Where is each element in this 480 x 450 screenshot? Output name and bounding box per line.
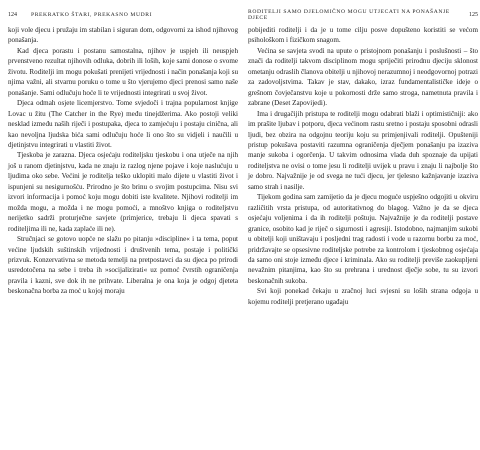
paragraph: Kad djeca porastu i postanu samostalna, njihov je uspjeh ili neuspjeh prvenstveno rezultat njihovih odluka, dobrih ili loših, koje sami donose o svome životu. Roditelji im mogu pokušati prenijeti vrijednosti i način ponašanja koji su njima važni, ali stvarnu poruku o tome u što vjerujemo djeci prenosi samo naše ponašanje. Sami odlučuju hoće li te vrijednosti integrirati u svoj život. — [8, 46, 238, 97]
right-page — [248, 0, 478, 450]
paragraph: Ima i drugačijih pristupa te roditelji mogu odabrati blaži i optimističniji: ako im prašite ljubav i potporu, djeca većinom rastu sretno i postaju sposobni odrasli ljudi, bez obzira na odgojnu teoriju koju su primjenjivali roditelji. Opušteniji pristup pokušava postaviti razumna ograničenja dječjem ponašanju pa izaziva manje sukoba i ogorčenja. U takvim odnosima vlada duh spoznaje da upijati roditeljstva ne ovisi o tome jesu li roditelji uvijek u pravu i znaju li najbolje što je dobro. Najvažnije je od svega ne tući djecu, jer tjelesno kažnjavanje izaziva samo strah i nasilje. — [248, 109, 478, 191]
right-page-body — [248, 25, 478, 307]
right-page-number: 125 — [469, 12, 478, 18]
left-page-header — [8, 10, 238, 20]
paragraph: Svi koji ponekad čekaju u zračnoj luci svjesni su loših strana odgoja u kojemu roditelji pretjerano ugađaju — [248, 287, 478, 306]
paragraph: Stručnjaci se gotovo uopće ne slažu po pitanju »discipline« i ta tema, poput većine ljudskih suštinskih vrijednosti i društvenih tema, postaje i politički prizvuk. Konzervativna se metoda temelji na pretpostavci da su djeca po prirodi usredotočena na sebe i treba ih »socijalizirati« uz pomoć čvrstih ograničenja pravila i kazni, sve dok ih ne prihvate. Liberalna je ona koja je odgoj djeteta beskonačna borba za moć u kojoj moraju — [8, 235, 238, 296]
left-page-number: 124 — [8, 12, 17, 18]
paragraph: pobijediti roditelji i da je u tome cilju posve dopušteno koristiti se većom psihološkom i fizičkom snagom. — [248, 26, 478, 45]
paragraph: Tjeskoba je zarazna. Djeca osjećaju roditeljsku tjeskobu i ona utječe na njih još u ranom djetinjstvu, kada ne znaju iz razlog njene pojave i koje naslućuju u ljudima oko sebe. Većini je roditelja teško uklopiti malo dijete u vlastiti život i ispunjeni su nesigurnošću. Prirodno je što brinu o svojim postupcima. Nisu svi izvori informacija i pomoć koju mogu dobiti iste kvalitete. Njihovi roditelji im možda mogu, a možda i ne mogu pomoći, a mnoštvo knjiga o roditeljstvu nerijetko sadrži proturječne savjete (primjerice, trebaju li djeca spavati s roditeljima ili ne, kada zaplaće ili ne). — [8, 151, 238, 233]
left-running-head: PREKRATKO ŠTARI, PREKASNO MUDRI — [31, 12, 153, 18]
right-running-head: RODITELJI SAMO DJELOMIČNO MOGU UTJECATI NA PONAŠANJE DJECE — [248, 9, 450, 21]
left-page-body — [8, 25, 238, 297]
right-page-header — [248, 10, 478, 20]
paragraph: Većina se savjeta svodi na upute o pristojnom ponašanju i poslušnosti – što znači da roditelji takvom disciplinom mogu spriječiti prirodnu djeciju sklonost ometanju odraslih članova obitelji u njihovoj nerazumnoj i neodgovornoj potrazi za zadovoljstvima. Takav je stav, dakako, izraz fundamentalističke ideje o grešnom čovječanstvu koje u pokornosti drže samo stroga, nametnuta pravila i zabrane (Deset Zapovijedi). — [248, 46, 478, 108]
left-page — [8, 0, 238, 450]
paragraph: Tijekom godina sam zamijetio da je djecu moguće uspješno odgojiti u okviru različitih vrsta pristupa, od autoritativnog do blagog. Važno je da se djeca osjećaju voljenima i da ih roditelji poštuju. Najvažnije je da roditelji postave granice, osobito kad je riječ o sigurnosti i agresiji. Istodobno, najmanjim sukobi u obitelji koji uništavaju i posljedni trag radosti i vode u razornu borbu za moć, pridržavajte se opsesivne roditeljske potrebe za kontrolom i tjeskobnog osjećaja da samo oni stoje između djece i kriminala. Ako su roditelji previše zaokupljeni nevažnim pitanjima, kao što su prehrana i urednost dječje sobe, tu su izvori beskonačnih sukoba. — [248, 193, 478, 285]
paragraph: Djeca odmah osjete licemjerstvo. Tome svjedoči i trajna popularnost knjige Lovac u žitu (The Catcher in the Rye) među tinejdžerima. Ako postoji veliki nesklad između naših riječi i postupaka, djeca to zamjećuju i postaju cinična, ali kao nevoljna ljudska bića sami odlučuju hoće li ono što su vidjeli i naučili u djetinjstvu integrirati u vlastiti život. — [8, 99, 238, 149]
paragraph: koji vole djecu i pružaju im stabilan i siguran dom, odgovorni za ishod njihovog ponašanja. — [8, 26, 238, 45]
